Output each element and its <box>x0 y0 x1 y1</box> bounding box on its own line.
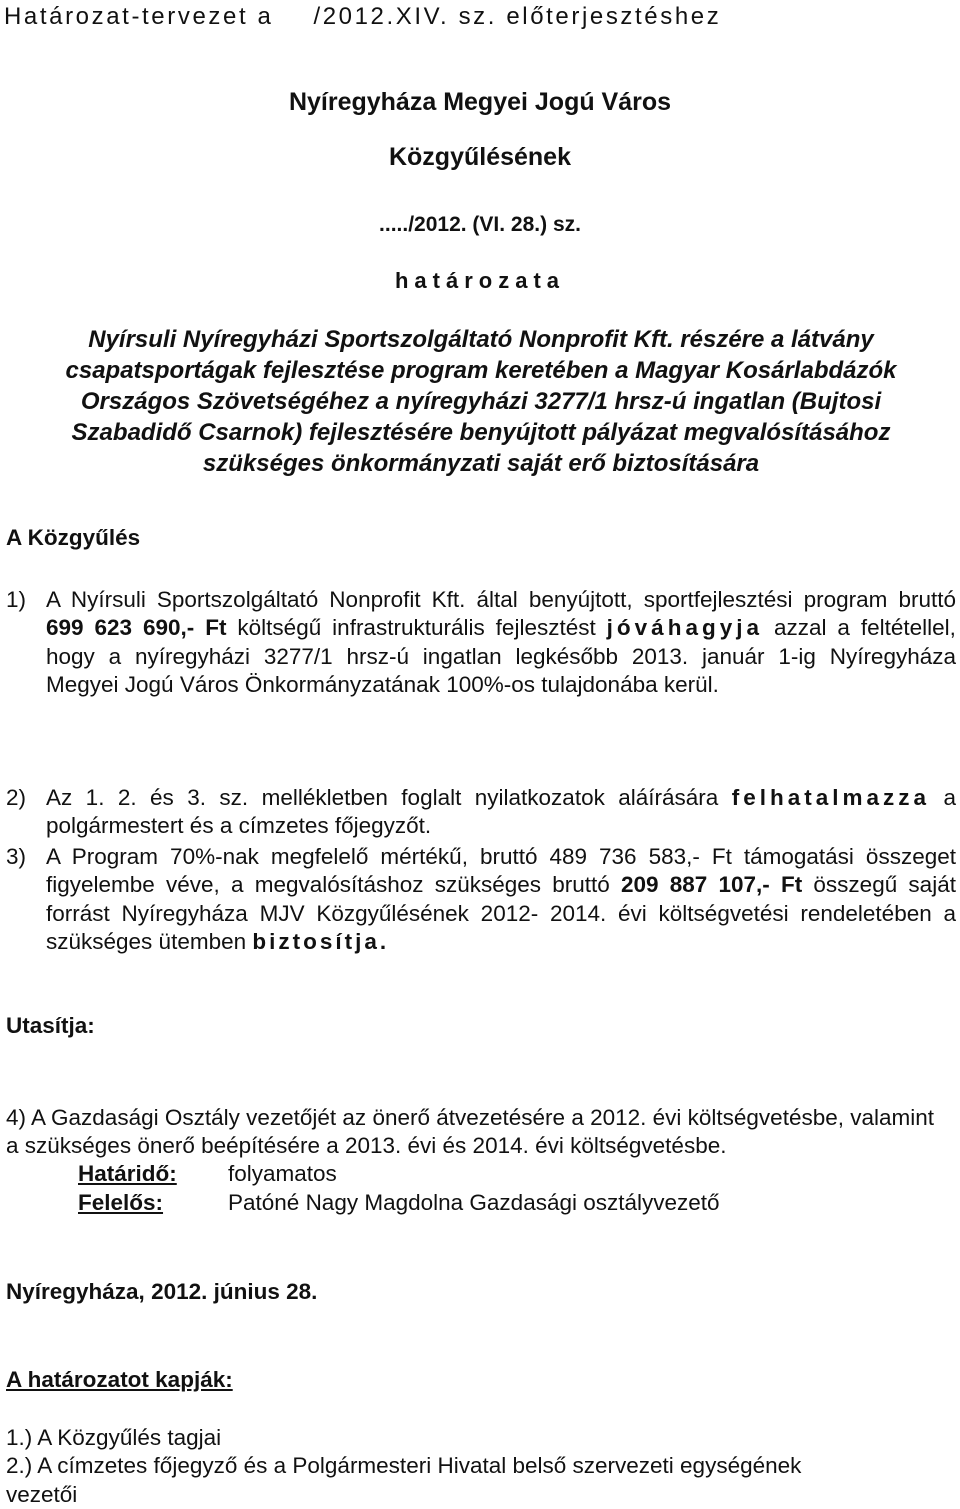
item-amount: 209 887 107,- Ft <box>621 872 803 898</box>
assembly-label: A Közgyűlés <box>6 525 141 550</box>
recipients-list <box>6 1424 946 1509</box>
item-text <box>46 843 956 957</box>
resolution-subject: Nyírsuli Nyíregyházi Sportszolgáltató Nonprofit Kft. részére a látvány csapatsportágak fejlesztése program keretében a Magyar Kosárlabdázók Országos Szövetségéhez a nyíregyházi 3277/1 hrsz-ú ingatlan (Bujtosi Szabadidő Csarnok) fejlesztésére benyújtott pályázat megvalósításához szükséges önkormányzati saját erő biztosítására <box>65 326 897 477</box>
recipient-item: vezetői <box>6 1481 78 1507</box>
item-verb: felhatalmazza <box>731 785 931 810</box>
deadline-row <box>78 1161 337 1187</box>
item-text-part: költségű infrastrukturális fejlesztést <box>237 615 596 641</box>
item-number: 2) <box>6 785 27 810</box>
resolution-item-3 <box>6 843 956 957</box>
header-part-1: Határozat-tervezet a <box>4 3 274 30</box>
resolution-number: ...../2012. (VI. 28.) sz. <box>379 213 581 236</box>
item-text-part: összegű saját forrást Nyíregyháza MJV Közgyűlésének 2012- 2014. évi költségvetési rendeletében a szükséges ütemben <box>46 872 956 955</box>
item-verb: biztosítja. <box>252 929 390 955</box>
item-text-part: azzal a feltétellel, hogy a nyíregyházi 3277/1 hrsz-ú ingatlan legkésőbb 2013. január 1-ig Nyíregyháza Megyei Jogú Város Önkormányzatának 100%-os tulajdonába kerül. <box>46 615 956 698</box>
item-verb: jóváhagyja <box>606 615 763 641</box>
recipient-item: 1.) A Közgyűlés tagjai <box>6 1425 222 1450</box>
date-line: Nyíregyháza, 2012. június 28. <box>6 1279 318 1304</box>
item-number: 3) <box>6 844 27 869</box>
item-text-part: Az 1. 2. és 3. sz. mellékletben foglalt nyilatkozatok aláírására <box>46 785 719 810</box>
instruction-label: Utasítja: <box>6 1013 95 1038</box>
city-title: Nyíregyháza Megyei Jogú Város <box>288 88 672 116</box>
item-amount: 699 623 690,- Ft <box>46 615 227 641</box>
responsible-value: Patóné Nagy Magdolna Gazdasági osztályvezető <box>228 1190 720 1215</box>
deadline-value: folyamatos <box>228 1161 337 1186</box>
resolution-item-2 <box>6 784 956 841</box>
instruction-text: 4) A Gazdasági Osztály vezetőjét az önerő átvezetésére a 2012. évi költségvetésbe, valamint a szükséges önerő beépítésére a 2013. évi és 2014. évi költségvetésbe. <box>6 1105 935 1159</box>
responsible-row <box>78 1190 720 1216</box>
assembly-title: Közgyűlésének <box>388 143 571 171</box>
resolution-word: határozata <box>394 268 566 293</box>
recipient-item: 2.) A címzetes főjegyző és a Polgármesteri Hivatal belső szervezeti egységének <box>6 1453 802 1479</box>
item-text <box>46 586 956 700</box>
header-line <box>4 3 721 31</box>
responsible-label: Felelős: <box>78 1190 164 1215</box>
deadline-label: Határidő: <box>78 1161 177 1186</box>
recipients-title: A határozatot kapják: <box>6 1367 233 1392</box>
item-text-part: A Program 70%-nak megfelelő mértékű, bruttó 489 736 583,- Ft támogatási összeget figyelembe véve, a megvalósításhoz szükséges bruttó <box>46 844 956 898</box>
item-number: 1) <box>6 587 27 612</box>
item-text-part: a polgármestert és a címzetes főjegyzőt. <box>46 785 956 839</box>
header-part-2: /2012.XIV. sz. előterjesztéshez <box>313 3 722 30</box>
item-text <box>46 784 956 841</box>
item-text-part: A Nyírsuli Sportszolgáltató Nonprofit Kft. által benyújtott, sportfejlesztési program bruttó <box>46 587 956 612</box>
resolution-item-1 <box>6 586 956 700</box>
